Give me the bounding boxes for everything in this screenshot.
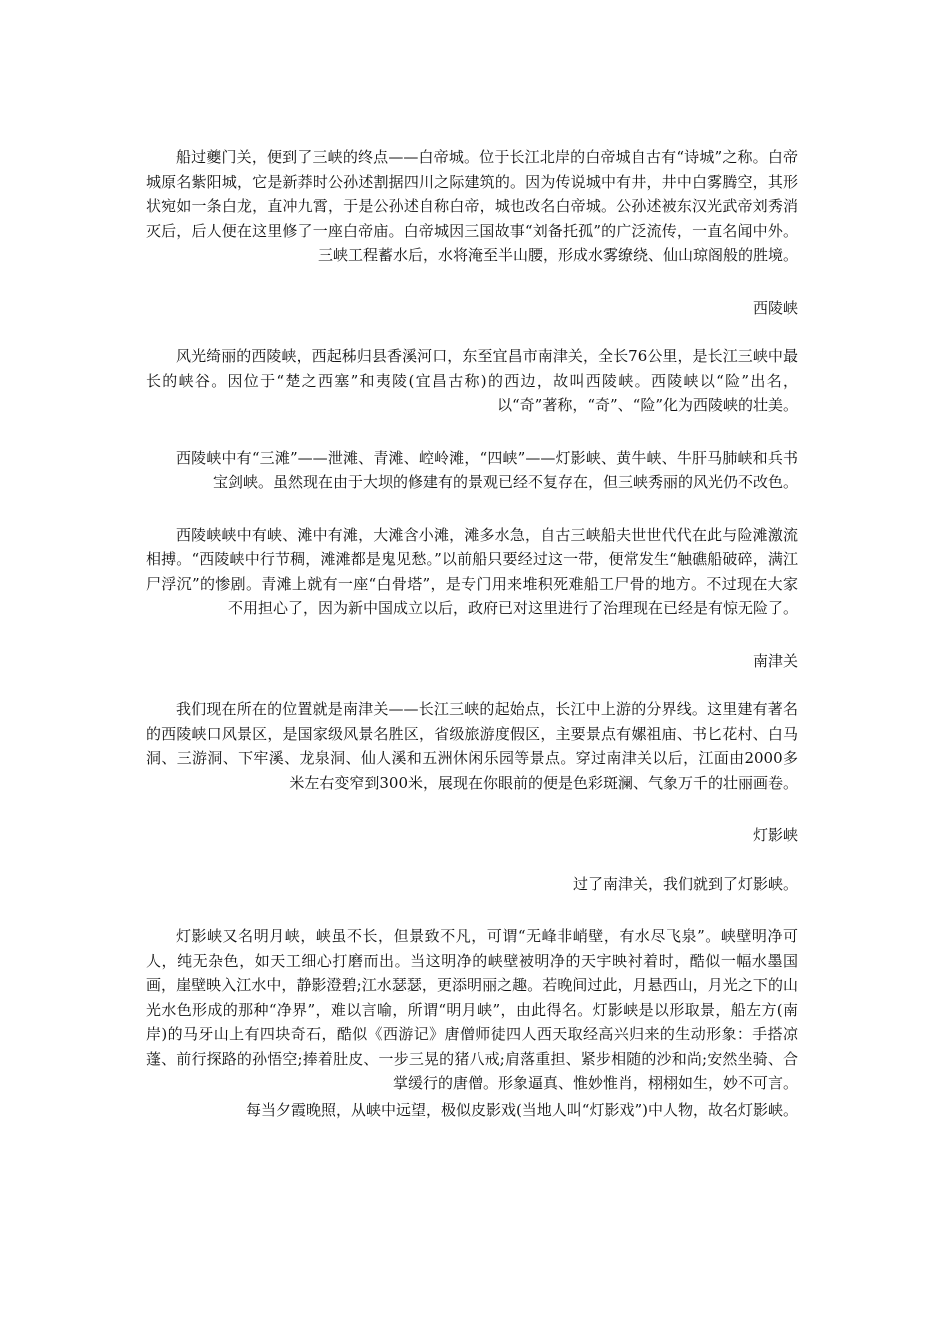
- paragraph-baidicheng: 船过夔门关，便到了三峡的终点——白帝城。位于长江北岸的白帝城自古有“诗城”之称。白帝城原名紫阳城，它是新莽时公孙述割据四川之际建筑的。因为传说城中有井，井中白雾腾空，其形状宛如一条白龙，直冲九霄，于是公孙述自称白帝，城也改名白帝城。公孙述被东汉光武帝刘秀消灭后，后人便在这里修了一座白帝庙。白帝城因三国故事“刘备托孤”的广泛流传，一直名闻中外。三峡工程蓄水后，水将淹至半山腰，形成水雾缭绕、仙山琼阁般的胜境。: [146, 148, 798, 264]
- paragraph-xiling-tan: 西陵峡中有“三滩”——泄滩、青滩、崆岭滩，“四峡”——灯影峡、黄牛峡、牛肝马肺峡和兵书宝剑峡。虽然现在由于大坝的修建有的景观已经不复存在，但三峡秀丽的风光仍不改色。: [176, 448, 798, 491]
- document-page: [146, 145, 798, 1122]
- paragraph-xiling-danger: 西陵峡峡中有峡、滩中有滩，大滩含小滩，滩多水急，自古三峡船夫世世代代在此与险滩激流相搏。“西陵峡中行节稠，滩滩都是鬼见愁。”以前船只要经过这一带，便常发生“触礁船破碎，满江尸浮沉”的惨剧。青滩上就有一座“白骨塔”，是专门用来堆积死难船工尸骨的地方。不过现在大家不用担心了，因为新中国成立以后，政府已对这里进行了治理现在已经是有惊无险了。: [146, 525, 798, 617]
- paragraph-nanjinguan: 我们现在所在的位置就是南津关——长江三峡的起始点，长江中上游的分界线。这里建有著名的西陵峡口风景区，是国家级风景名胜区，省级旅游度假区，主要景点有嫘祖庙、书匕花村、白马洞、三游洞、下牢溪、龙泉洞、仙人溪和五洲休闲乐园等景点。穿过南津关以后，江面由2000多米左右变窄到300米，展现在你眼前的便是色彩斑澜、气象万千的壮丽画卷。: [146, 700, 798, 792]
- paragraph-dengying-name: 每当夕霞晚照，从峡中远望，极似皮影戏(当地人叫“灯影戏”)中人物，故名灯影峡。: [245, 1100, 798, 1119]
- paragraph-dengying-desc: 灯影峡又名明月峡，峡虽不长，但景致不凡，可谓“无峰非峭壁，有水尽飞泉”。峡壁明净可人，纯无杂色，如天工细心打磨而出。当这明净的峡壁被明净的天宇映衬着时，酷似一幅水墨国画，崖壁映入江水中，静影澄碧;江水瑟瑟，更添明丽之趣。若晚间过此，月悬西山，月光之下的山光水色形成的那种“净界”，难以言喻，所谓“明月峡”，由此得名。灯影峡是以形取景，船左方(南岸)的马牙山上有四块奇石，酷似《西游记》唐僧师徒四人西天取经高兴归来的生动形象：手搭凉蓬、前行探路的孙悟空;捧着肚皮、一步三晃的猪八戒;肩落重担、紧步相随的沙和尚;安然坐骑、合掌缓行的唐僧。形象逼真、惟妙惟肖，栩栩如生，妙不可言。: [146, 927, 798, 1092]
- heading-dengying: 灯影峡: [752, 826, 798, 844]
- heading-xiling: 西陵峡: [752, 298, 798, 317]
- paragraph-dengying-arrive: 过了南津关，我们就到了灯影峡。: [572, 874, 798, 893]
- heading-nanjinguan: 南津关: [752, 651, 798, 670]
- paragraph-xiling-intro: 风光绮丽的西陵峡，西起秭归县香溪河口，东至宜昌市南津关，全长76公里，是长江三峡中最长的峡谷。因位于“楚之西塞”和夷陵(宜昌古称)的西边，故叫西陵峡。西陵峡以“险”出名，以“奇”著称，“奇”、“险”化为西陵峡的壮美。: [146, 347, 798, 414]
